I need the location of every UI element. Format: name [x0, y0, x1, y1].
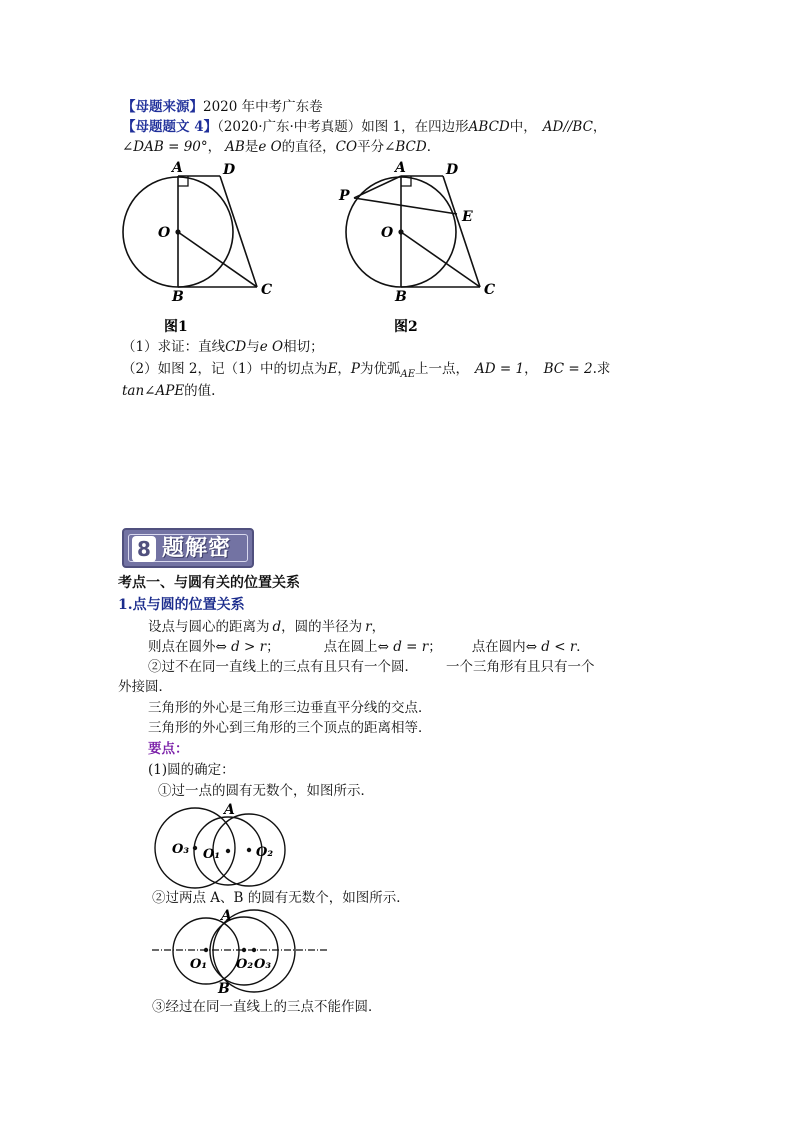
para-10: ③经过在同一直线上的三点不能作圆．: [152, 999, 382, 1015]
source-bracket: 【母题来源】: [122, 99, 203, 115]
problem-line-1: [122, 118, 606, 136]
q1-text: 与: [246, 339, 260, 355]
q1-text: 相切；: [283, 339, 324, 355]
fig2-label-a: A: [395, 160, 406, 176]
fig1-segment-dc: [220, 176, 257, 287]
q2-text: ，: [337, 361, 351, 377]
problem-text: （2020·广东·中考真题）如图 1，在四边形: [217, 119, 469, 135]
fig2-label-o: O: [381, 225, 394, 241]
q2-text: 的值.: [184, 383, 216, 399]
fig4-label-o2: O₂: [236, 957, 254, 972]
para-1: [148, 618, 385, 636]
para-2-text: ；: [428, 639, 442, 655]
figure-1: [110, 156, 290, 336]
q1-text: （1）求证：直线: [122, 339, 226, 355]
para-2-text: ．: [576, 639, 590, 655]
problem-angle-bcd: ∠BCD: [384, 139, 427, 155]
para-6: 三角形的外心到三角形的三个顶点的距离相等．: [148, 720, 432, 736]
fig1-center-dot: [175, 229, 180, 234]
problem-text: ．: [426, 139, 441, 155]
problem-co: CO: [335, 139, 358, 155]
para-3-text: 一个三角形有且只有一个: [446, 659, 595, 675]
fig2-caption: 图2: [394, 319, 418, 335]
figure-4: [148, 905, 338, 995]
fig4-dot-o2: [242, 948, 246, 952]
problem-line-2: [122, 138, 440, 156]
fig1-label-o: O: [158, 225, 171, 241]
source-line: [122, 98, 323, 116]
fig1-label-d: D: [223, 162, 236, 178]
question-2-line-1: [122, 360, 610, 380]
para-1-text: ，圆的半径为: [281, 619, 363, 635]
para-1-d: d: [272, 619, 282, 635]
para-2-on: ⇔ d = r: [377, 639, 429, 655]
q2-text: 上一点，: [415, 361, 470, 377]
problem-text: 是: [244, 139, 259, 155]
fig1-label-a: A: [172, 160, 183, 176]
para-2: [148, 638, 590, 656]
fig2-label-e: E: [462, 209, 473, 225]
para-1-text: ，: [371, 619, 386, 635]
fig2-label-b: B: [395, 289, 407, 305]
fig3-dot-o3: [193, 846, 197, 850]
question-1: [122, 338, 324, 356]
fig2-segment-pa: [354, 176, 401, 198]
fig1-caption: 图1: [164, 319, 188, 335]
problem-text: 平分: [357, 139, 385, 155]
para-7: (1)圆的确定：: [148, 762, 235, 778]
para-8: ①过一点的圆有无数个，如图所示．: [158, 783, 374, 799]
banner-title: 题解密: [162, 536, 232, 561]
para-3: [148, 658, 595, 676]
problem-ab: AB: [225, 139, 245, 155]
kaodian-heading: 考点一、与圆有关的位置关系: [118, 575, 300, 591]
q2-text: ，: [524, 361, 538, 377]
problem-text: 的直径，: [281, 139, 336, 155]
para-2-text: ；: [266, 639, 280, 655]
fig1-label-b: B: [172, 289, 184, 305]
fig3-dot-o2: [247, 848, 251, 852]
q2-ad: AD = 1: [475, 361, 525, 377]
fig4-label-b: B: [218, 981, 230, 997]
section-1-heading: 1.点与圆的位置关系: [118, 597, 245, 613]
fig4-dot-o3: [252, 948, 256, 952]
fig4-label-a: A: [221, 908, 232, 924]
problem-bracket: 【母题题文 4】: [122, 119, 218, 135]
q1-circle-o: e O: [259, 339, 284, 355]
fig3-label-o2: O₂: [256, 845, 274, 860]
q2-text: （2）如图 2，记（1）中的切点为: [122, 361, 328, 377]
q2-text: .求: [592, 361, 611, 377]
q2-bc: BC = 2: [543, 361, 593, 377]
fig2-segment-pe: [354, 198, 457, 214]
para-2-text: 点在圆内: [471, 639, 526, 655]
q2-arc-ae: AE: [400, 369, 416, 380]
para-2-inside: ⇔ d < r: [525, 639, 577, 655]
fig2-label-d: D: [446, 162, 459, 178]
problem-text: ，: [207, 139, 222, 155]
fig4-label-o1: O₁: [190, 957, 208, 972]
fig4-label-o3: O₃: [254, 957, 272, 972]
figure-3: [148, 800, 298, 890]
fig2-label-p: P: [339, 188, 350, 204]
para-3-text: ②过不在同一直线上的三点有且只有一个圆．: [148, 659, 418, 675]
problem-angle: ∠DAB = 90°: [122, 139, 208, 155]
para-5: 三角形的外心是三角形三边垂直平分线的交点．: [148, 700, 432, 716]
problem-quad: ABCD: [468, 119, 510, 135]
problem-text: ，: [592, 119, 607, 135]
question-2-line-2: [122, 382, 215, 400]
fig3-dot-o1: [226, 849, 230, 853]
fig3-label-o3: O₃: [172, 842, 190, 857]
fig1-segment-oc: [178, 232, 257, 287]
problem-parallel: AD//BC: [542, 119, 593, 135]
figure-2: [332, 156, 512, 336]
fig1-label-c: C: [261, 282, 273, 298]
banner-number: 8: [132, 536, 156, 562]
yaodian-heading: 要点：: [148, 741, 189, 757]
q2-tan: tan∠APE: [122, 383, 185, 399]
fig2-center-dot: [398, 229, 403, 234]
para-2-text: 点在圆上: [323, 639, 378, 655]
para-2-outside: ⇔ d > r: [215, 639, 267, 655]
section-banner: [122, 528, 254, 568]
fig3-label-o1: O₁: [203, 847, 221, 862]
para-2-text: 则点在圆外: [148, 639, 216, 655]
problem-circle-o: e O: [258, 139, 282, 155]
fig4-dot-o1: [204, 948, 208, 952]
fig2-segment-dc: [443, 176, 480, 287]
q2-p: P: [350, 361, 361, 377]
problem-text: 中，: [509, 119, 537, 135]
fig3-label-a: A: [224, 802, 235, 818]
source-text: 2020 年中考广东卷: [203, 99, 323, 115]
q2-text: 为优弧: [360, 361, 401, 377]
q2-e: E: [327, 361, 338, 377]
para-4: 外接圆．: [118, 679, 172, 695]
fig2-segment-oc: [401, 232, 480, 287]
fig2-label-c: C: [484, 282, 496, 298]
q1-cd: CD: [225, 339, 247, 355]
para-1-text: 设点与圆心的距离为: [148, 619, 270, 635]
para-9: ②过两点 A、B 的圆有无数个，如图所示．: [152, 890, 410, 906]
para-1-r: r: [365, 619, 372, 635]
